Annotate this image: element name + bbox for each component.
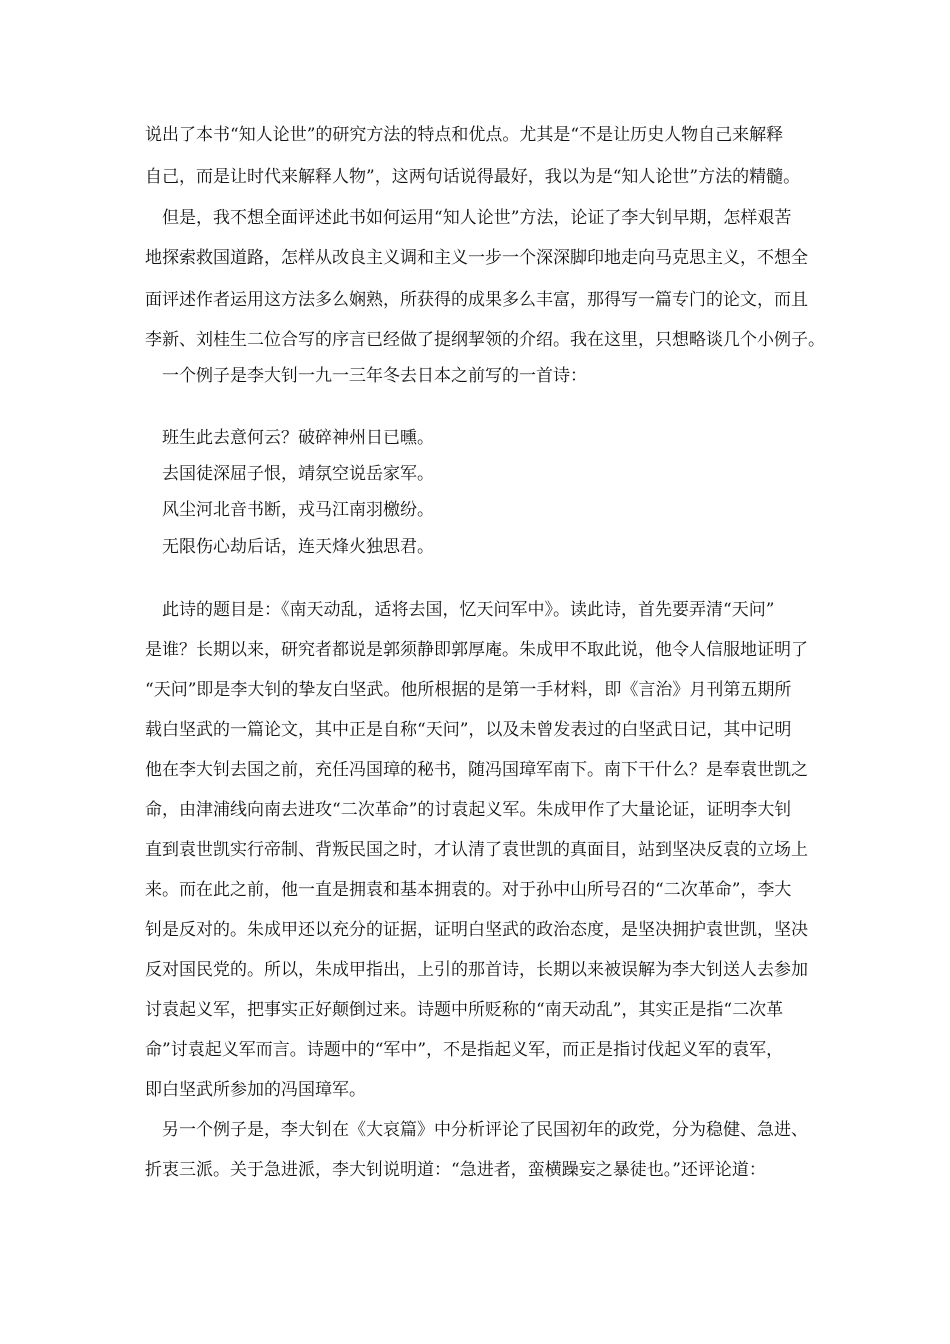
poem-line: 无限伤心劫后话，连天烽火独思君。: [162, 537, 434, 557]
paragraph-line: 一个例子是李大钊一九一三年冬去日本之前写的一首诗：: [162, 366, 587, 386]
paragraph-line: 另一个例子是，李大钊在《大哀篇》中分析评论了民国初年的政党，分为稳健、急进、: [162, 1120, 808, 1140]
paragraph-line: 李新、刘桂生二位合写的序言已经做了提纲挈领的介绍。我在这里，只想略谈几个小例子。: [145, 330, 825, 350]
poem-line: 班生此去意何云？破碎神州日已曛。: [162, 428, 434, 448]
paragraph-line: 他在李大钊去国之前，充任冯国璋的秘书，随冯国璋军南下。南下干什么？是奉袁世凯之: [145, 760, 808, 780]
paragraph-line: 载白坚武的一篇论文，其中正是自称“天问”，以及未曾发表过的白坚武日记，其中记明: [145, 720, 792, 740]
paragraph-line: 地探索救国道路，怎样从改良主义调和主义一步一个深深脚印地走向马克思主义，不想全: [145, 248, 808, 268]
paragraph-line: 折衷三派。关于急进派，李大钊说明道：“急进者，蛮横躁妄之暴徒也。”还评论道：: [145, 1160, 766, 1180]
paragraph-line: 讨袁起义军，把事实正好颠倒过来。诗题中所贬称的“南天动乱”，其实正是指“二次革: [145, 1000, 784, 1020]
paragraph-line: 直到袁世凯实行帝制、背叛民国之时，才认清了袁世凯的真面目，站到坚决反袁的立场上: [145, 840, 808, 860]
paragraph-line: “天问”即是李大钊的挚友白坚武。他所根据的是第一手材料，即《言治》月刊第五期所: [145, 680, 792, 700]
paragraph-line: 说出了本书“知人论世”的研究方法的特点和优点。尤其是“不是让历史人物自己来解释: [145, 125, 784, 145]
paragraph-line: 即白坚武所参加的冯国璋军。: [145, 1080, 366, 1100]
paragraph-line: 自己，而是让时代来解释人物”，这两句话说得最好，我以为是“知人论世”方法的精髓。: [145, 167, 801, 187]
paragraph-line: 命，由津浦线向南去进攻“二次革命”的讨袁起义军。朱成甲作了大量论证，证明李大钊: [145, 800, 792, 820]
poem-line: 去国徒深屈子恨，靖氛空说岳家军。: [162, 464, 434, 484]
poem-line: 风尘河北音书断，戎马江南羽檄纷。: [162, 500, 434, 520]
paragraph-line: 钊是反对的。朱成甲还以充分的证据，证明白坚武的政治态度，是坚决拥护袁世凯，坚决: [145, 920, 808, 940]
paragraph-line: 是谁？长期以来，研究者都说是郭须静即郭厚庵。朱成甲不取此说，他令人信服地证明了: [145, 640, 808, 660]
paragraph-line: 命”讨袁起义军而言。诗题中的“军中”，不是指起义军，而正是指讨伐起义军的袁军，: [145, 1040, 784, 1060]
paragraph-line: 来。而在此之前，他一直是拥袁和基本拥袁的。对于孙中山所号召的“二次革命”，李大: [145, 880, 792, 900]
paragraph-line: 此诗的题目是：《南天动乱，适将去国，忆天问军中》。读此诗，首先要弄清“天问”: [162, 600, 775, 620]
paragraph-line: 但是，我不想全面评述此书如何运用“知人论世”方法，论证了李大钊早期，怎样艰苦: [162, 208, 792, 228]
paragraph-line: 反对国民党的。所以，朱成甲指出，上引的那首诗，长期以来被误解为李大钊送人去参加: [145, 960, 808, 980]
paragraph-line: 面评述作者运用这方法多么娴熟，所获得的成果多么丰富，那得写一篇专门的论文，而且: [145, 290, 808, 310]
